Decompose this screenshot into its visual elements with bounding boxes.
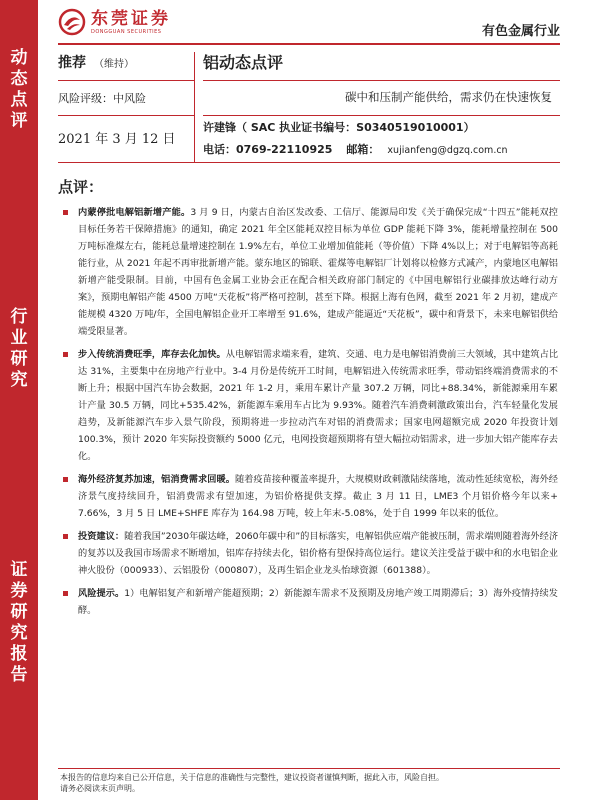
paragraph-overseas-recovery: 海外经济复苏加速，铝消费需求回暖。随着疫苗接种覆盖率提升，大规模财政刺激陆续落地，流动性延续宽松，海外经济景气度持续回升，铝消费需求有望加速，为铝价格提供支撑。截止 3 月 11 日，LME3 个月铝价格今年以来+ 7.66%，3 月 5 日 LME+SHFE 库存为 164.98 万吨，较上年末-5.08%，处于自 1999 年以来的低位。 — [60, 471, 558, 522]
sidebar-char: 报 — [10, 644, 28, 664]
bullet-square-icon — [63, 352, 68, 357]
analyst-line: 许建锋（ SAC 执业证书编号：S0340519010001） — [203, 121, 475, 134]
sidebar-char: 点 — [10, 90, 28, 110]
report-date: 2021 年 3 月 12 日 — [58, 132, 176, 147]
analyst-phone: 电话：0769-22110925 — [203, 143, 333, 156]
sidebar-char: 评 — [10, 111, 28, 131]
email-label: 邮箱： — [346, 143, 380, 156]
headline-divider — [203, 115, 560, 116]
sidebar-char: 研 — [10, 349, 28, 369]
header-divider — [58, 43, 560, 45]
sidebar-label-industry-research — [0, 307, 38, 391]
comment-body — [60, 204, 558, 625]
logo-emblem-icon — [58, 8, 86, 36]
industry-label: 有色金属行业 — [481, 24, 560, 39]
footer — [60, 772, 560, 794]
rating-divider-1 — [58, 80, 194, 81]
analyst-contact — [203, 141, 508, 157]
sidebar-char: 告 — [10, 665, 28, 685]
rating — [58, 52, 134, 72]
paragraph-investment-advice: 投资建议：随着我国”2030年碳达峰，2060年碳中和”的目标落实，电解铝供应端产能被压制，需求端则随着海外经济的复苏以及我国市场需求不断增加，铝库存持续去化，铝价格有望保持高位运行。建议关注受益于碳中和的水电铝企业神火股份（000933）、云铝股份（000807），及再生铝企业龙头怡球资源（601388）。 — [60, 528, 558, 579]
title-divider — [203, 80, 560, 81]
report-type: 铝动态点评 — [203, 53, 284, 72]
footer-disclaimer: 本报告的信息均来自已公开信息，关于信息的准确性与完整性，建议投资者谨慎判断，据此入市，风险自担。 — [60, 773, 444, 782]
bullet-square-icon — [63, 591, 68, 596]
paragraph-risk-warning: 风险提示。1）电解铝复产和新增产能超预期；2）新能源车需求不及预期及房地产竣工周期滞后；3）海外疫情持续发酵。 — [60, 585, 558, 619]
rating-label: 推荐 — [58, 55, 86, 71]
header-bottom-divider — [58, 162, 560, 163]
sidebar-char: 证 — [10, 560, 28, 580]
bullet-square-icon — [63, 210, 68, 215]
bullet-square-icon — [63, 534, 68, 539]
sidebar-label-dynamic-review — [0, 48, 38, 132]
footer-divider — [58, 768, 560, 769]
rating-divider-2 — [58, 115, 194, 116]
logo — [58, 8, 171, 36]
column-divider — [194, 52, 195, 162]
logo-name-cn: 东莞证券 — [91, 8, 171, 29]
sidebar-char: 动 — [10, 48, 28, 68]
report-headline: 碳中和压制产能供给，需求仍在快速恢复 — [345, 90, 552, 104]
sidebar-char: 行 — [10, 307, 28, 327]
sidebar — [0, 0, 38, 800]
bullet-square-icon — [63, 477, 68, 482]
rating-status: （维持） — [94, 59, 134, 70]
sidebar-label-securities-report — [0, 560, 38, 686]
sidebar-char: 究 — [10, 370, 28, 390]
sidebar-char: 业 — [10, 328, 28, 348]
sidebar-char: 券 — [10, 581, 28, 601]
risk-rating: 风险评级：中风险 — [58, 92, 146, 105]
sidebar-char: 研 — [10, 602, 28, 622]
footer-notice: 请务必阅读末页声明。 — [60, 784, 140, 793]
analyst-email[interactable]: xujianfeng@dgzq.com.cn — [387, 145, 508, 156]
paragraph-new-capacity: 内蒙停批电解铝新增产能。3 月 9 日，内蒙古自治区发改委、工信厅、能源局印发《关于确保完成“十四五”能耗双控目标任务若干保障措施》的通知，确定 2021 年全区能耗双控目标为单位 GDP 能耗下降 3%，能耗增量控制在 500 万吨标准煤左右，能耗总量增速控制在 1.9%左右，单位工业增加值能耗（等价值）下降 4%以上；对于电解铝等高耗能行业，从 2021 年起不再审批新增产能。蒙东地区的锦联、霍煤等电解铝厂计划将以检修方式减产，内蒙地区电解铝新增产能受限制。目前，中国有色金属工业协会正在配合相关政府部门制定的《中国电解铝行业碳排放达峰行动方案》，预期电解铝产能 4500 万吨“天花板”将严格可控制，甚至下降。根据上海有色网，截至 2021 年 2 月初，建成产能规模 4320 万吨/年，全国电解铝企业开工率增至 91.6%，建成产能逼近“天花板”，碳中和背景下，未来电解铝供给端受限显著。 — [60, 204, 558, 340]
sidebar-char: 态 — [10, 69, 28, 89]
section-title: 点评： — [58, 178, 104, 196]
logo-name-en: DONGGUAN SECURITIES — [91, 28, 162, 35]
paragraph-consumption-season: 步入传统消费旺季，库存去化加快。从电解铝需求端来看，建筑、交通、电力是电解铝消费前三大领域，其中建筑占比达 31%，主要集中在房地产行业中。3-4 月份是传统开工时间，电解铝进入传统需求旺季，带动铝终端消费需求的不断上升；根据中国汽车协会数据，2021 年 1-2 月，乘用车累计产量 307.2 万辆，同比+88.34%，新能源乘用车累计产量 30.5 万辆，同比+535.42%，新能源车乘用车占比为 9.93%。随着汽车消费刺激政策出台，汽车轻量化发展趋势，及新能源汽车步入景气阶段，预期将进一步拉动汽车对铝的消费需求；国家电网超额完成 2020 年投资计划 100.3%，预计 2020 年实际投资额约 5000 亿元，电网投资超预期将有望大幅拉动铝需求，进一步加大铝产能库存去化。 — [60, 346, 558, 465]
sidebar-char: 究 — [10, 623, 28, 643]
